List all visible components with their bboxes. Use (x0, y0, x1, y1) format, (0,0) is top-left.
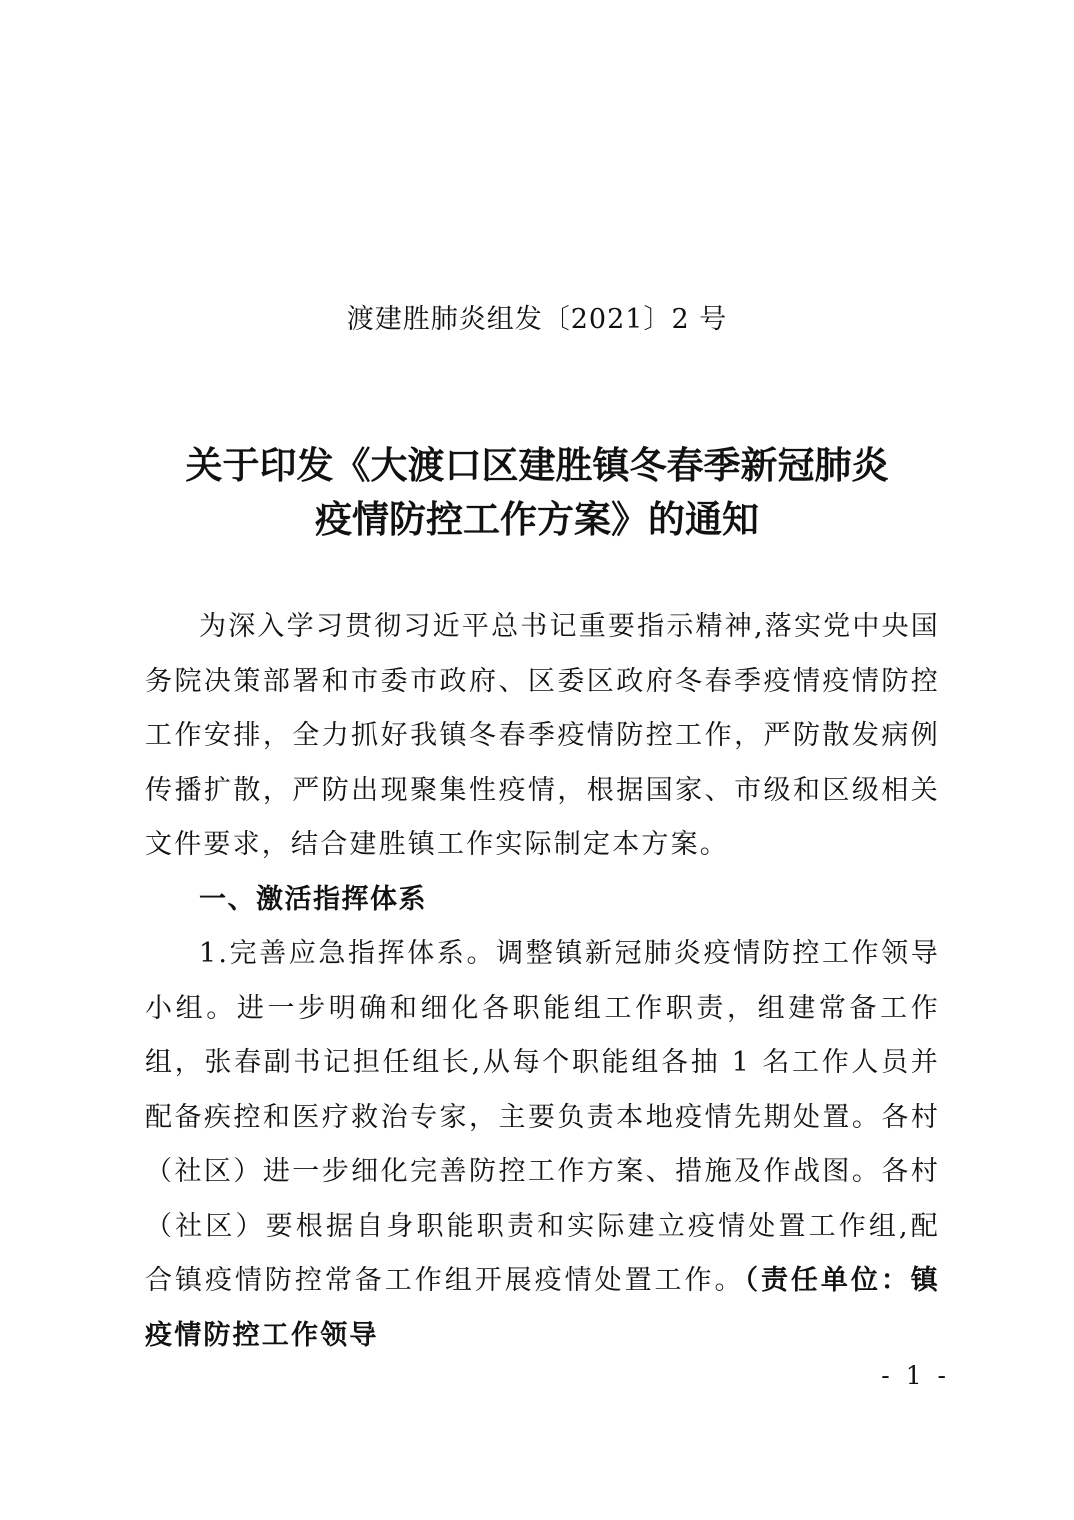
intro-paragraph: 为深入学习贯彻习近平总书记重要指示精神,落实党中央国务院决策部署和市委市政府、区委区政府冬春季疫情疫情防控工作安排，全力抓好我镇冬春季疫情防控工作，严防散发病例传播扩散，严防出现聚集性疫情，根据国家、市级和区级相关文件要求，结合建胜镇工作实际制定本方案。 (145, 611, 940, 860)
document-title (0, 438, 1074, 546)
item-title: 1.完善应急指挥体系。 (199, 938, 497, 969)
section-heading: 一、激活指挥体系 (199, 883, 427, 915)
document-body (145, 600, 940, 1363)
title-line-1: 关于印发《大渡口区建胜镇冬春季新冠肺炎 (185, 443, 889, 487)
item-text: 调整镇新冠肺炎疫情防控工作领导小组。进一步明确和细化各职能组工作职责，组建常备工作组，张春副书记担任组长,从每个职能组各抽 1 名工作人员并配备疾控和医疗救治专家，主要负责本地疫情先期处置。各村（社区）进一步细化完善防控工作方案、措施及作战图。各村（社区）要根据自身职能职责和实际建立疫情处置工作组,配合镇疫情防控常备工作组开展疫情处置工作。 (145, 938, 940, 1296)
responsibility-note: （责任单位：镇疫情防控工作领导 (145, 1265, 941, 1351)
document-number: 渡建胜肺炎组发〔2021〕2 号 (346, 304, 728, 335)
title-line-2: 疫情防控工作方案》的通知 (315, 497, 759, 541)
item-paragraph (145, 927, 940, 1363)
page-number: - 1 - (881, 1361, 950, 1390)
